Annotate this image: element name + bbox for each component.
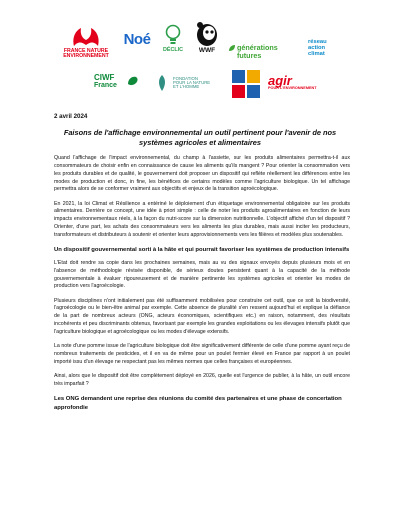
panda-icon [194,20,220,48]
fnh-logo: FONDATION POUR LA NATURE ET L'HOMME [154,74,216,92]
paragraph-loi-climat: En 2021, la loi Climat et Résilience a entériné le déploiement d'un étiquetage environnemental obligatoire sur les produits alimentaires. Derrière ce concept, une idée à priori simple : celle de noter les produits agroalimentaires en fonction de leurs impacts environnementaux réels, à la façon du nutri-score sur la dimension nutritionnelle. L'objectif affiché d'un tel dispositif ? Orienter, d'une part, les achats des consommateurs vers les aliments les plus durables, mais aussi inciter les producteurs, transformateurs et distributeurs à soutenir et orienter leurs approvisionnements vers les filières et modèles plus soutenables. [54,200,350,238]
ciwf-hen-icon [126,74,140,88]
document-date: 2 avril 2024 [54,113,88,120]
section-heading-ong: Les ONG demandent une reprise des réunions du comité des partenaires et une phase de concertation approfondie [54,396,342,411]
wwf-logo: WWF [192,20,222,55]
paragraph-intro: Quand l'affichage de l'impact environnemental, du champ à l'assiette, sur les produits alimentaires permettra-t-il aux consommateurs de choisir enfin en connaissance de cause les aliments qu'ils mangent ? Pour orienter la consommation vers les produits durables et de qualité, le gouvernement doit proposer un dispositif qui reflète réellement les différences entre les modes de production et donc, in fine, les bénéfices de certains modèles comme l'agriculture biologique. Un tel affichage permettra alors de se conformer vraiment aux objectifs et enjeux de la transition agroécologique. [54,155,350,193]
agir-logo: agir POUR L'ENVIRONNEMENT [268,73,317,90]
declic-logo: DÉCLIC [158,24,188,53]
paragraph-urgence: Ainsi, alors que le dispositif doit être complètement déployé en 2026, quelle est l'urgence de publier, à la hâte, un outil encore très imparfait ? [54,373,350,387]
document-body [54,155,350,417]
noe-logo: Noé [123,31,151,48]
paragraph-etat-copie: L'Etat doit rendre sa copie dans les prochaines semaines, mais au vu des signaux envoyés depuis plusieurs mois et en l'absence de méthodologie révisée disponible, de sérieux doutes persistent quant à la capacité de la méthode gouvernementale à évaluer rigoureusement et de manière pertinente les systèmes agricoles et orienter les modes de production vers l'agroécologie. [54,259,350,290]
paragraph-pomme-poulet: La note d'une pomme issue de l'agriculture biologique doit être significativement différente de celle d'une pomme ayant reçu de nombreux traitements de pesticides, et il en va de même pour un poulet fermier élevé en France par rapport à un poulet importé issu d'un élevage ne respectant pas les mêmes normes que celles françaises et européennes. [54,343,350,365]
section-heading-dispositif: Un dispositif gouvernemental sorti à la hâte et qui pourrait favoriser les systèmes de production intensifs [54,247,350,254]
ufc-mark-icon [232,70,260,98]
fne-logo: FRANCE NATURE ENVIRONNEMENT [60,26,112,59]
document-title: Faisons de l'affichage environnemental un outil pertinent pour l'avenir de nos systèmes agricoles et alimentaires [63,128,337,147]
lightbulb-icon [165,24,181,46]
fnh-figure-icon [154,74,170,92]
fne-hands-icon [71,26,101,48]
generations-futures-logo: générations futures [228,44,290,59]
leaf-icon [228,44,236,52]
ufc-que-choisir-logo [232,70,260,98]
paragraph-disciplines: Plusieurs disciplines n'ont initialement pas été suffisamment mobilisées pour construire cet outil, que ce soit la biodiversité, l'agroécologie ou le bien-être animal par exemple. Cette absence de pluralité s'en ressent aujourd'hui et explique la défiance de la part de nombreux acteurs (ONG, acteurs économiques, scientifiques etc.) en raison, notamment, des résultats incohérents et peu discriminants obtenus, favorisant par exemple les grandes exploitations ou les élevages intensifs plutôt que l'agriculture biologique et agroécologique ou les modes d'élevage extensifs. [54,297,350,335]
ciwf-france-logo: CIWF France [94,73,117,89]
reseau-action-climat-logo: réseau action climat [308,39,327,57]
partner-logos [0,0,400,112]
